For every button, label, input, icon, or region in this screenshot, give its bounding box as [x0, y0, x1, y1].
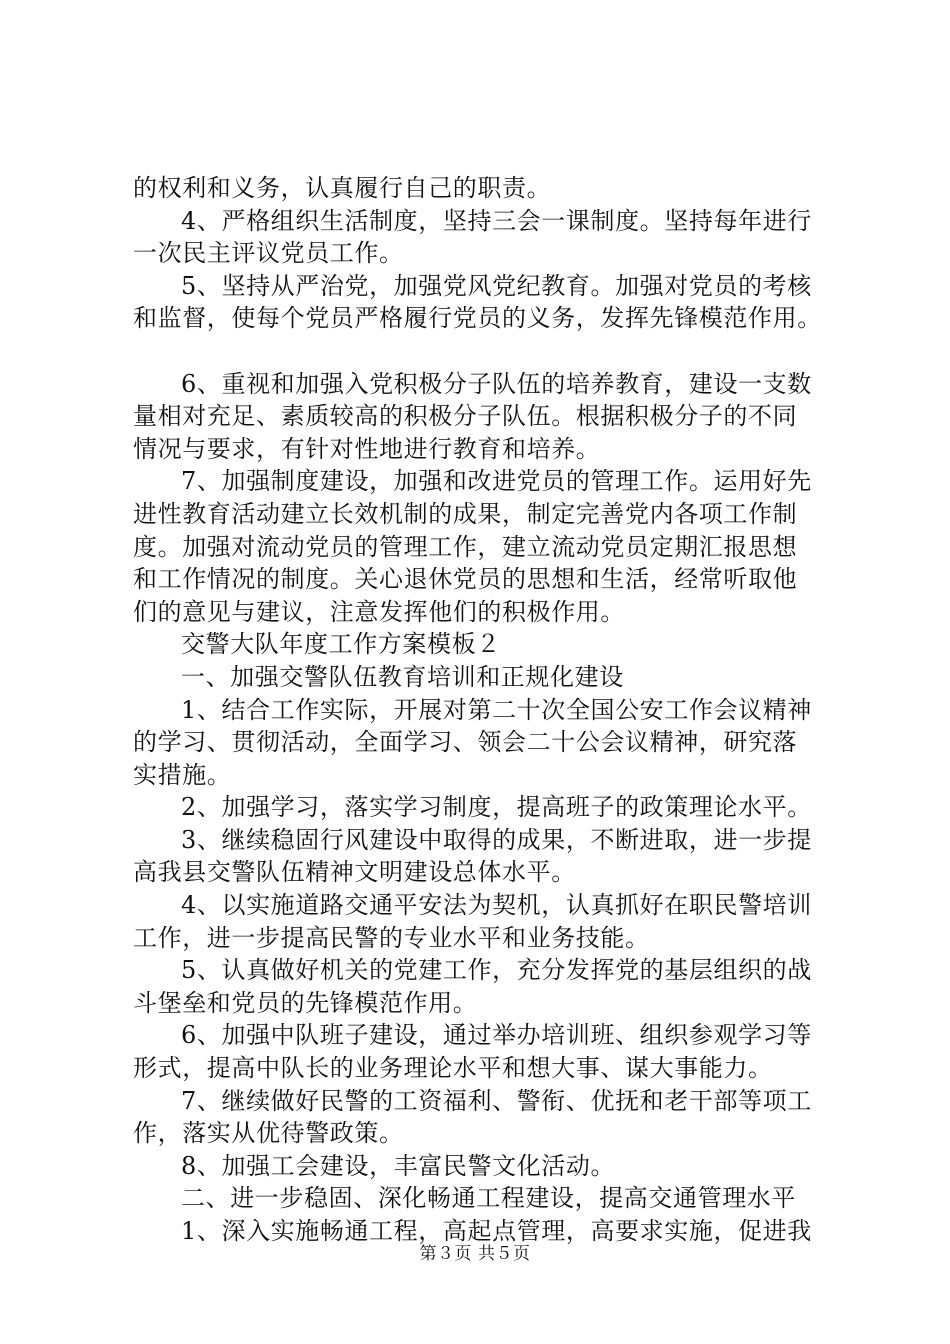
text-line: 6、加强中队班子建设，通过举办培训班、组织参观学习等 [181, 1021, 812, 1050]
page-number-label: 第３页 共５页 [419, 1244, 531, 1264]
paragraph-spacer [133, 335, 833, 368]
text-line: 8、加强工会建设，丰富民警文化活动。 [181, 1151, 616, 1180]
document-body [133, 172, 833, 1248]
text-line: 5、坚持从严治党，加强党风党纪教育。加强对党员的考核 [181, 271, 812, 300]
text-line: 高我县交警队伍精神文明建设总体水平。 [133, 858, 576, 887]
section-heading: 二、进一步稳固、深化畅通工程建设，提高交通管理水平 [181, 1184, 796, 1213]
text-line: 6、重视和加强入党积极分子队伍的培养教育，建设一支数 [181, 369, 812, 398]
text-line: 情况与要求，有针对性地进行教育和培养。 [133, 434, 601, 463]
text-line: 们的意见与建议，注意发挥他们的积极作用。 [133, 597, 625, 626]
text-line: 工作，进一步提高民警的专业水平和业务技能。 [133, 923, 650, 952]
text-line: 实措施。 [133, 760, 232, 789]
text-line: 7、加强制度建设，加强和改进党员的管理工作。运用好先 [181, 467, 812, 496]
section-heading: 一、加强交警队伍教育培训和正规化建设 [181, 662, 624, 691]
text-line: 斗堡垒和党员的先锋模范作用。 [133, 988, 478, 1017]
text-line: 作，落实从优待警政策。 [133, 1119, 404, 1148]
text-line: 进性教育活动建立长效机制的成果，制定完善党内各项工作制 [133, 499, 798, 528]
text-line: 1、结合工作实际，开展对第二十次全国公安工作会议精神 [181, 695, 812, 724]
text-line: 和工作情况的制度。关心退休党员的思想和生活，经常听取他 [133, 565, 798, 594]
text-line: 度。加强对流动党员的管理工作，建立流动党员定期汇报思想 [133, 532, 798, 561]
text-line: 7、继续做好民警的工资福利、警衔、优抚和老干部等项工 [181, 1086, 812, 1115]
text-line: 2、加强学习，落实学习制度，提高班子的政策理论水平。 [181, 793, 812, 822]
text-line: 5、认真做好机关的党建工作，充分发挥党的基层组织的战 [181, 956, 812, 985]
text-line: 1、深入实施畅通工程，高起点管理，高要求实施，促进我 [181, 1217, 812, 1245]
page-footer [0, 1243, 950, 1265]
text-line: 的学习、贯彻活动，全面学习、领会二十公会议精神，研究落 [133, 728, 798, 757]
text-line: 4、以实施道路交通平安法为契机，认真抓好在职民警培训 [181, 891, 812, 920]
text-line: 的权利和义务，认真履行自己的职责。 [133, 174, 552, 202]
text-line: 3、继续稳固行风建设中取得的成果，不断进取，进一步提 [181, 825, 812, 854]
text-line: 一次民主评议党员工作。 [133, 239, 404, 268]
section-title: 交警大队年度工作方案模板２ [181, 630, 501, 659]
text-line: 4、严格组织生活制度，坚持三会一课制度。坚持每年进行 [181, 206, 812, 235]
text-line: 形式，提高中队长的业务理论水平和想大事、谋大事能力。 [133, 1054, 773, 1083]
text-line: 和监督，使每个党员严格履行党员的义务，发挥先锋模范作用。 [133, 304, 822, 333]
text-line: 量相对充足、素质较高的积极分子队伍。根据积极分子的不同 [133, 402, 798, 431]
